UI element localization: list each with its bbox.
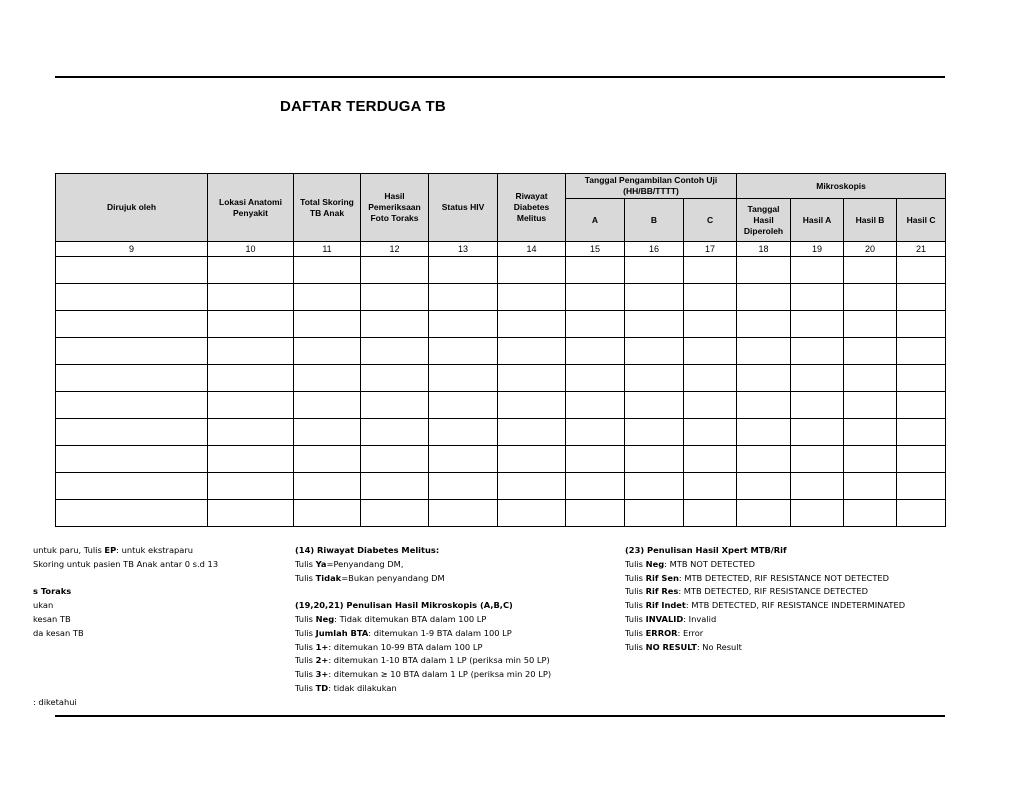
table-cell[interactable]: [684, 257, 737, 284]
table-cell[interactable]: [498, 446, 566, 473]
table-cell[interactable]: [294, 473, 361, 500]
table-cell[interactable]: [361, 338, 429, 365]
table-cell[interactable]: [844, 257, 897, 284]
table-cell[interactable]: [737, 257, 791, 284]
table-row: [56, 338, 946, 365]
table-cell[interactable]: [684, 446, 737, 473]
table-cell[interactable]: [498, 257, 566, 284]
table-cell[interactable]: [737, 473, 791, 500]
table-cell[interactable]: [625, 338, 684, 365]
table-cell[interactable]: [498, 365, 566, 392]
table-cell[interactable]: [791, 284, 844, 311]
note-line: Tulis ERROR: Error: [625, 627, 704, 638]
note-heading: (14) Riwayat Diabetes Melitus:: [295, 545, 440, 555]
note-line: Tulis Ya=Penyandang DM,: [295, 558, 404, 569]
note-heading: (19,20,21) Penulisan Hasil Mikroskopis (A,B,C): [295, 600, 513, 611]
note-line: Tulis NO RESULT: No Result: [625, 641, 742, 652]
note-line: Tulis INVALID: Invalid: [625, 613, 717, 624]
table-row: [56, 473, 946, 500]
header-hasil-b: Hasil B: [844, 199, 897, 242]
table-cell[interactable]: [737, 338, 791, 365]
table-cell[interactable]: [791, 419, 844, 446]
table-cell[interactable]: [56, 365, 208, 392]
notes-left-column: [33, 544, 270, 710]
table-cell[interactable]: [684, 365, 737, 392]
note-line: Tulis Jumlah BTA: ditemukan 1-9 BTA dalam 100 LP: [295, 627, 512, 638]
note-line: ukan: [33, 600, 54, 611]
table-cell[interactable]: [684, 284, 737, 311]
table-cell[interactable]: [684, 473, 737, 500]
note-line: Tulis TD: tidak dilakukan: [295, 682, 397, 693]
table-row: [56, 392, 946, 419]
table-cell[interactable]: [566, 284, 625, 311]
table-cell[interactable]: [429, 473, 498, 500]
note-line: da kesan TB: [33, 627, 84, 638]
table-cell[interactable]: [737, 365, 791, 392]
table-cell[interactable]: [791, 473, 844, 500]
table-cell[interactable]: [56, 311, 208, 338]
table-cell[interactable]: [294, 392, 361, 419]
note-line: Tulis 1+: ditemukan 10-99 BTA dalam 100 LP: [295, 641, 483, 652]
table-cell[interactable]: [498, 284, 566, 311]
table-cell[interactable]: [897, 311, 946, 338]
note-line: Tulis Neg: Tidak ditemukan BTA dalam 100 LP: [295, 613, 487, 624]
table-cell[interactable]: [429, 419, 498, 446]
table-cell[interactable]: [684, 419, 737, 446]
table-cell[interactable]: [791, 338, 844, 365]
column-number: 18: [737, 242, 791, 257]
column-number: 14: [498, 242, 566, 257]
table-cell[interactable]: [56, 446, 208, 473]
table-cell[interactable]: [625, 419, 684, 446]
table-row: [56, 419, 946, 446]
table-cell[interactable]: [566, 473, 625, 500]
table-cell[interactable]: [361, 284, 429, 311]
note-line: Tulis Rif Sen: MTB DETECTED, RIF RESISTANCE NOT DETECTED: [625, 572, 890, 583]
table-cell[interactable]: [625, 284, 684, 311]
header-status-hiv: Status HIV: [429, 174, 498, 242]
table-cell[interactable]: [208, 338, 294, 365]
table-cell[interactable]: [897, 338, 946, 365]
header-tanggal-a: A: [566, 199, 625, 242]
table-cell[interactable]: [844, 311, 897, 338]
table-cell[interactable]: [684, 392, 737, 419]
table-cell[interactable]: [844, 338, 897, 365]
header-hasil-a: Hasil A: [791, 199, 844, 242]
table-row: [56, 365, 946, 392]
table-cell[interactable]: [737, 446, 791, 473]
table-row: [56, 311, 946, 338]
table-cell[interactable]: [56, 284, 208, 311]
table-cell[interactable]: [294, 500, 361, 527]
table-cell[interactable]: [566, 338, 625, 365]
table-cell[interactable]: [429, 392, 498, 419]
header-tanggal-c: C: [684, 199, 737, 242]
table-cell[interactable]: [498, 419, 566, 446]
page-title: DAFTAR TERDUGA TB: [280, 98, 446, 115]
table-cell[interactable]: [897, 284, 946, 311]
table-cell[interactable]: [566, 311, 625, 338]
column-number: 17: [684, 242, 737, 257]
note-line: Tulis 2+: ditemukan 1-10 BTA dalam 1 LP (periksa min 50 LP): [295, 655, 550, 666]
note-line: Tulis Neg: MTB NOT DETECTED: [625, 558, 756, 569]
table-cell[interactable]: [897, 473, 946, 500]
column-number: 13: [429, 242, 498, 257]
table-cell[interactable]: [844, 419, 897, 446]
table-cell[interactable]: [208, 500, 294, 527]
table-cell[interactable]: [208, 311, 294, 338]
table-cell[interactable]: [498, 338, 566, 365]
table-cell[interactable]: [625, 311, 684, 338]
column-number: 11: [294, 242, 361, 257]
table-cell[interactable]: [361, 446, 429, 473]
header-dirujuk-oleh: Dirujuk oleh: [56, 174, 208, 242]
table-cell[interactable]: [498, 473, 566, 500]
table-cell[interactable]: [625, 446, 684, 473]
table-cell[interactable]: [737, 284, 791, 311]
table-cell[interactable]: [498, 311, 566, 338]
header-hasil-foto-toraks: Hasil Pemeriksaan Foto Toraks: [361, 174, 429, 242]
table-cell[interactable]: [208, 284, 294, 311]
table-cell[interactable]: [625, 257, 684, 284]
table-cell[interactable]: [791, 257, 844, 284]
table-cell[interactable]: [56, 257, 208, 284]
note-line: : diketahui: [33, 696, 77, 707]
column-number-row: [56, 242, 946, 257]
table-cell[interactable]: [208, 257, 294, 284]
table-cell[interactable]: [294, 284, 361, 311]
bottom-rule: [55, 715, 945, 717]
note-line: kesan TB: [33, 613, 71, 624]
header-tanggal-pengambilan: Tanggal Pengambilan Contoh Uji (HH/BB/TTTT): [566, 174, 737, 199]
note-line: Skoring untuk pasien TB Anak antar 0 s.d 13: [33, 558, 219, 569]
note-line: Tulis 3+: ditemukan ≥ 10 BTA dalam 1 LP (periksa min 20 LP): [295, 669, 552, 680]
table-cell[interactable]: [56, 500, 208, 527]
table-cell[interactable]: [294, 446, 361, 473]
table-cell[interactable]: [208, 365, 294, 392]
table-cell[interactable]: [684, 311, 737, 338]
column-number: 15: [566, 242, 625, 257]
table-cell[interactable]: [844, 365, 897, 392]
column-number: 9: [56, 242, 208, 257]
table-cell[interactable]: [429, 284, 498, 311]
table-cell[interactable]: [56, 473, 208, 500]
table-cell[interactable]: [208, 419, 294, 446]
table-cell[interactable]: [429, 257, 498, 284]
table-cell[interactable]: [208, 473, 294, 500]
header-total-skoring: Total Skoring TB Anak: [294, 174, 361, 242]
note-line: Tulis Rif Indet: MTB DETECTED, RIF RESISTANCE INDETERMINATED: [625, 600, 906, 611]
table-cell[interactable]: [429, 365, 498, 392]
table-cell[interactable]: [361, 257, 429, 284]
table-cell[interactable]: [791, 446, 844, 473]
note-line: untuk paru, Tulis EP: untuk ekstraparu: [33, 545, 194, 555]
table-cell[interactable]: [208, 392, 294, 419]
table-cell[interactable]: [361, 392, 429, 419]
table-cell[interactable]: [294, 338, 361, 365]
table-cell[interactable]: [791, 392, 844, 419]
table-row: [56, 257, 946, 284]
notes-middle-column: [295, 544, 551, 696]
table-cell[interactable]: [429, 500, 498, 527]
table-cell[interactable]: [844, 473, 897, 500]
note-line: s Toraks: [33, 586, 72, 597]
table-cell[interactable]: [361, 473, 429, 500]
table-cell[interactable]: [737, 392, 791, 419]
table-cell[interactable]: [294, 365, 361, 392]
table-cell[interactable]: [844, 446, 897, 473]
header-tanggal-b: B: [625, 199, 684, 242]
table-cell[interactable]: [566, 500, 625, 527]
table-cell[interactable]: [625, 365, 684, 392]
table-cell[interactable]: [566, 419, 625, 446]
table-cell[interactable]: [897, 500, 946, 527]
table-cell[interactable]: [897, 257, 946, 284]
table-cell[interactable]: [737, 311, 791, 338]
table-cell[interactable]: [361, 365, 429, 392]
column-number: 10: [208, 242, 294, 257]
header-mikroskopis: Mikroskopis: [737, 174, 946, 199]
tb-register-table: [55, 173, 946, 527]
table-cell[interactable]: [294, 419, 361, 446]
table-cell[interactable]: [498, 500, 566, 527]
table-cell[interactable]: [791, 311, 844, 338]
table-cell[interactable]: [429, 338, 498, 365]
table-cell[interactable]: [791, 365, 844, 392]
top-rule: [55, 76, 945, 78]
table-cell[interactable]: [897, 365, 946, 392]
table-cell[interactable]: [361, 419, 429, 446]
column-number: 12: [361, 242, 429, 257]
table-cell[interactable]: [56, 338, 208, 365]
table-cell[interactable]: [844, 500, 897, 527]
table-cell[interactable]: [737, 500, 791, 527]
table-cell[interactable]: [56, 392, 208, 419]
table-cell[interactable]: [897, 446, 946, 473]
header-tanggal-hasil: Tanggal Hasil Diperoleh: [737, 199, 791, 242]
table-cell[interactable]: [208, 446, 294, 473]
header-hasil-c: Hasil C: [897, 199, 946, 242]
table-cell[interactable]: [498, 392, 566, 419]
header-riwayat-dm: Riwayat Diabetes Melitus: [498, 174, 566, 242]
table-row: [56, 500, 946, 527]
column-number: 21: [897, 242, 946, 257]
table-row: [56, 284, 946, 311]
table-cell[interactable]: [56, 419, 208, 446]
note-line: Tulis Rif Res: MTB DETECTED, RIF RESISTANCE DETECTED: [625, 586, 869, 597]
table-cell[interactable]: [294, 257, 361, 284]
column-number: 20: [844, 242, 897, 257]
note-heading: (23) Penulisan Hasil Xpert MTB/Rif: [625, 545, 787, 555]
table-cell[interactable]: [294, 311, 361, 338]
table-cell[interactable]: [844, 284, 897, 311]
table-cell[interactable]: [361, 500, 429, 527]
column-number: 19: [791, 242, 844, 257]
table-cell[interactable]: [844, 392, 897, 419]
table-cell[interactable]: [897, 419, 946, 446]
table-cell[interactable]: [566, 392, 625, 419]
table-cell[interactable]: [791, 500, 844, 527]
table-cell[interactable]: [429, 311, 498, 338]
header-lokasi-anatomi: Lokasi Anatomi Penyakit: [208, 174, 294, 242]
table-cell[interactable]: [897, 392, 946, 419]
table-cell[interactable]: [566, 257, 625, 284]
note-line: Tulis Tidak=Bukan penyandang DM: [295, 572, 445, 583]
table-cell[interactable]: [566, 365, 625, 392]
table-cell[interactable]: [625, 392, 684, 419]
table-cell[interactable]: [625, 500, 684, 527]
table-cell[interactable]: [625, 473, 684, 500]
column-number: 16: [625, 242, 684, 257]
table-cell[interactable]: [566, 446, 625, 473]
table-cell[interactable]: [361, 311, 429, 338]
table-cell[interactable]: [684, 338, 737, 365]
table-cell[interactable]: [684, 500, 737, 527]
notes-right-column: [625, 544, 905, 654]
table-row: [56, 446, 946, 473]
table-cell[interactable]: [737, 419, 791, 446]
table-cell[interactable]: [429, 446, 498, 473]
